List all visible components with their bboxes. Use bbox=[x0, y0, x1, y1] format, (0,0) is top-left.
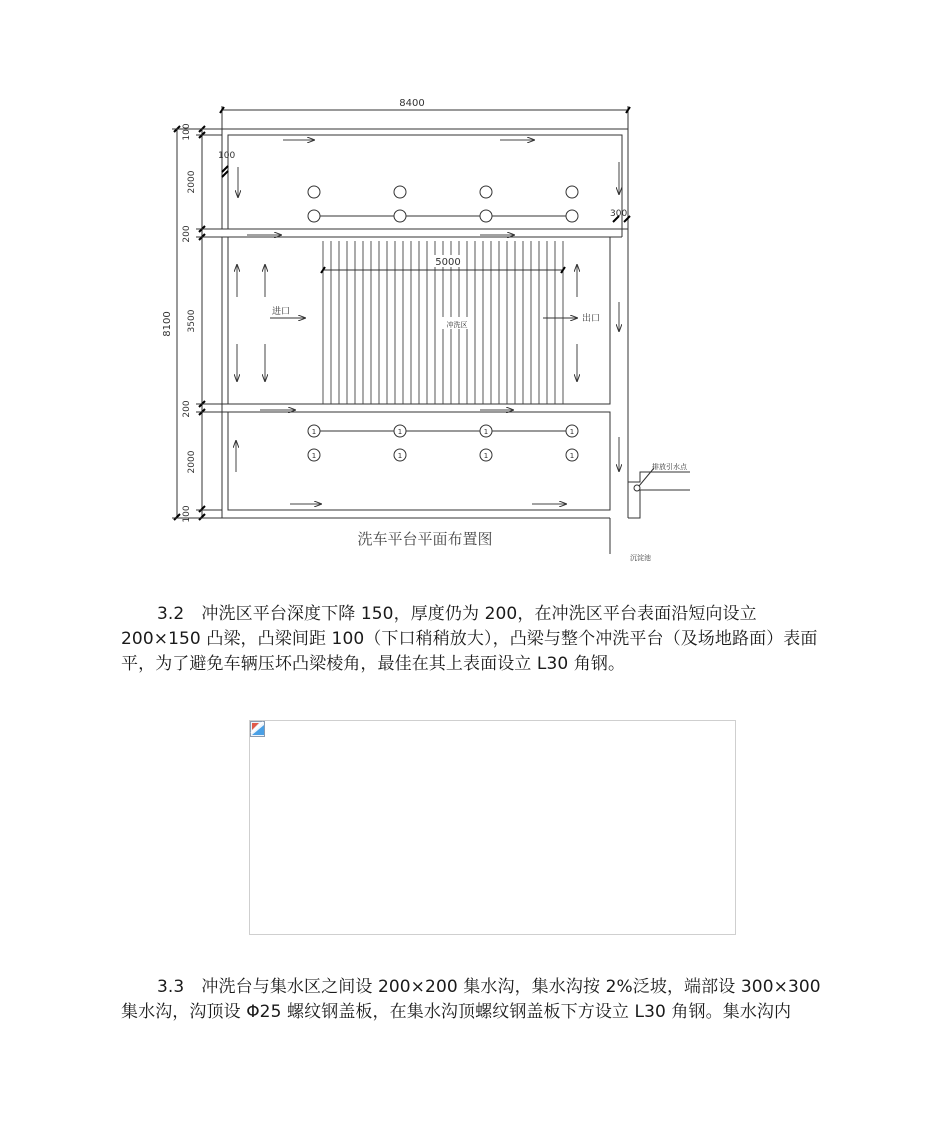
dim-100-top: 100 bbox=[182, 123, 192, 141]
paragraph-3-3-text: 3.3 冲洗台与集水区之间设 200×200 集水沟，集水沟按 2%泛坡，端部设 300×300 集水沟，沟顶设 Φ25 螺纹钢盖板，在集水沟顶螺纹钢盖板下方设立 L30 角钢。集水沟内 bbox=[121, 977, 821, 1022]
dim-100-inner: 100 bbox=[218, 151, 236, 161]
platform-outline bbox=[222, 129, 628, 554]
nozzle-mark: 1 bbox=[311, 452, 317, 460]
dim-8100-label: 8100 bbox=[162, 311, 173, 337]
site-plan-drawing bbox=[150, 92, 690, 570]
paragraph-3-3 bbox=[121, 975, 833, 1025]
dim-2000-bottom: 2000 bbox=[187, 450, 197, 474]
nozzle-mark: 1 bbox=[397, 452, 403, 460]
dim-5000-label: 5000 bbox=[435, 257, 461, 268]
dim-3500: 3500 bbox=[187, 309, 197, 333]
paragraph-3-2 bbox=[121, 602, 833, 677]
broken-image-icon bbox=[250, 721, 266, 738]
drain-outlet bbox=[628, 468, 690, 518]
bottom-zone-nozzles bbox=[308, 425, 578, 461]
missing-image-placeholder bbox=[249, 720, 736, 935]
wash-area-label: 冲洗区 bbox=[446, 321, 468, 329]
nozzle-mark: 1 bbox=[311, 428, 317, 436]
nozzle-mark: 1 bbox=[397, 428, 403, 436]
dim-300-side: 300 bbox=[610, 209, 628, 219]
dim-200-a: 200 bbox=[182, 225, 192, 243]
nozzle-mark: 1 bbox=[483, 452, 489, 460]
dim-100-bottom: 100 bbox=[182, 505, 192, 523]
drawing-caption: 洗车平台平面布置图 bbox=[357, 530, 493, 548]
nozzle-mark: 1 bbox=[569, 452, 575, 460]
entrance-label: 进口 bbox=[272, 307, 291, 317]
flow-arrows bbox=[236, 140, 619, 504]
sediment-tank-label: 沉淀池 bbox=[630, 554, 651, 562]
dim-2000-top: 2000 bbox=[187, 170, 197, 194]
top-zone-nozzles bbox=[308, 186, 578, 222]
nozzle-mark: 1 bbox=[569, 428, 575, 436]
dim-200-b: 200 bbox=[182, 400, 192, 418]
exit-label: 出口 bbox=[582, 314, 601, 324]
nozzle-mark: 1 bbox=[483, 428, 489, 436]
paragraph-3-2-text: 3.2 冲洗区平台深度下降 150，厚度仍为 200，在冲洗区平台表面沿短向设立 200×150 凸梁，凸梁间距 100（下口稍稍放大），凸梁与整个冲洗平台（及场地路面）表面平，为了避免车辆压坏凸梁棱角，最佳在其上表面设立 L30 角钢。 bbox=[121, 604, 818, 674]
dim-8400-label: 8400 bbox=[399, 98, 425, 109]
drain-point-label: 排放引水点 bbox=[652, 463, 687, 471]
